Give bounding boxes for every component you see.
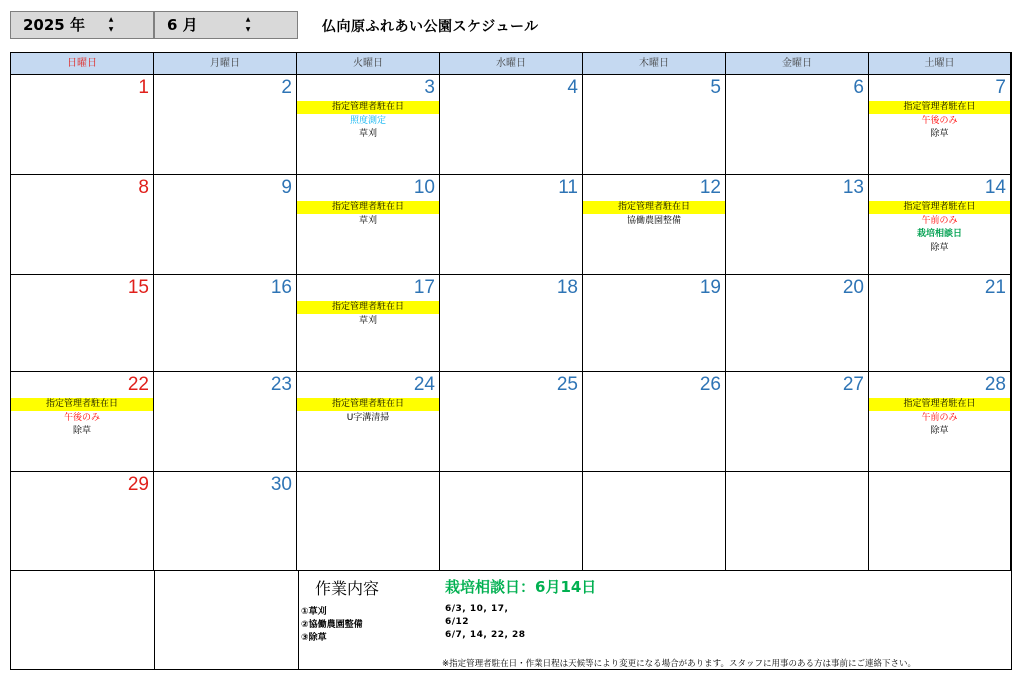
day-number: 14 [984, 177, 1006, 198]
month-spinner-icon[interactable] [243, 15, 253, 35]
year-down-icon[interactable]: ▼ [108, 26, 114, 33]
staff-on-site-badge: 指定管理者駐在日 [297, 101, 439, 114]
calendar-day-cell[interactable] [297, 174, 440, 274]
event-label: 午後のみ [63, 412, 100, 423]
calendar-day-cell[interactable] [583, 471, 726, 570]
staff-on-site-badge: 指定管理者駐在日 [297, 201, 439, 214]
calendar-day-cell[interactable] [440, 471, 583, 570]
day-number: 21 [984, 277, 1006, 298]
calendar-day-cell[interactable] [154, 371, 297, 471]
event-label: 協働農園整備 [626, 215, 681, 226]
year-value: 2025 年 [23, 16, 85, 34]
calendar-day-cell[interactable] [583, 274, 726, 371]
work-content-block [298, 571, 1011, 670]
day-number: 17 [413, 277, 435, 298]
weekday-header-4: 木曜日 [583, 53, 726, 74]
event-label: 栽培相談日 [916, 229, 962, 239]
day-number: 3 [424, 77, 435, 98]
calendar-day-cell[interactable] [154, 74, 297, 174]
calendar-day-cell[interactable] [869, 174, 1011, 274]
calendar-day-cell[interactable] [440, 274, 583, 371]
month-value: 6 月 [167, 16, 198, 34]
calendar-day-cell[interactable] [726, 371, 869, 471]
day-number: 10 [413, 177, 435, 198]
day-number: 13 [842, 177, 864, 198]
day-number: 16 [270, 277, 292, 298]
task-dates: 6/7, 14, 22, 28 [445, 630, 526, 640]
event-label: 草刈 [358, 215, 377, 226]
notes-divider [154, 571, 155, 670]
day-number: 8 [138, 177, 149, 198]
calendar-day-cell[interactable] [726, 471, 869, 570]
calendar-day-cell[interactable] [869, 74, 1011, 174]
event-label: 午前のみ [921, 215, 958, 226]
event-label: 照度測定 [349, 115, 386, 126]
staff-on-site-badge: 指定管理者駐在日 [297, 398, 439, 411]
day-number: 4 [567, 77, 578, 98]
staff-on-site-badge: 指定管理者駐在日 [869, 201, 1010, 214]
calendar-day-cell[interactable] [154, 274, 297, 371]
day-number: 26 [699, 374, 721, 395]
day-number: 27 [842, 374, 864, 395]
staff-on-site-badge: 指定管理者駐在日 [869, 398, 1010, 411]
day-number: 18 [556, 277, 578, 298]
calendar-day-cell[interactable] [726, 274, 869, 371]
event-label: 除草 [72, 426, 91, 436]
notes-section [11, 570, 1011, 670]
year-spinner-icon[interactable] [106, 15, 116, 35]
event-label: 除草 [930, 129, 949, 139]
day-number: 19 [699, 277, 721, 298]
day-number: 22 [127, 374, 149, 395]
month-down-icon[interactable]: ▼ [245, 26, 251, 33]
task-name: ①草刈 [301, 607, 327, 617]
weekday-header-0: 日曜日 [11, 53, 154, 74]
calendar-day-cell[interactable] [154, 174, 297, 274]
day-number: 11 [558, 177, 578, 198]
staff-on-site-badge: 指定管理者駐在日 [869, 101, 1010, 114]
calendar-day-cell[interactable] [869, 274, 1011, 371]
staff-on-site-badge: 指定管理者駐在日 [297, 301, 439, 314]
calendar-day-cell[interactable] [11, 371, 154, 471]
day-number: 2 [281, 77, 292, 98]
year-select[interactable] [10, 11, 154, 39]
calendar-day-cell[interactable] [154, 471, 297, 570]
event-label: 除草 [930, 242, 949, 253]
calendar-day-cell[interactable] [11, 174, 154, 274]
day-number: 28 [984, 374, 1006, 395]
page-title: 仏向原ふれあい公園スケジュール [322, 19, 539, 35]
calendar-day-cell[interactable] [583, 74, 726, 174]
calendar-day-cell[interactable] [869, 371, 1011, 471]
weekday-header-6: 土曜日 [869, 53, 1011, 74]
calendar-day-cell[interactable] [440, 174, 583, 274]
event-label: 除草 [930, 426, 949, 436]
weekday-header-2: 火曜日 [297, 53, 440, 74]
work-title: 作業内容 [315, 579, 380, 598]
task-name: ③除草 [301, 633, 327, 643]
toolbar [0, 0, 1024, 52]
day-number: 7 [995, 77, 1006, 98]
event-label: U字溝清掃 [346, 412, 390, 423]
calendar-day-cell[interactable] [297, 274, 440, 371]
event-label: 午後のみ [921, 115, 958, 126]
calendar-day-cell[interactable] [297, 371, 440, 471]
calendar-day-cell[interactable] [440, 371, 583, 471]
weekday-header-row [11, 53, 1011, 74]
calendar-day-cell[interactable] [440, 74, 583, 174]
calendar-day-cell[interactable] [297, 74, 440, 174]
event-label: 草刈 [358, 129, 377, 139]
day-number: 5 [710, 77, 721, 98]
consult-day: 栽培相談日：6月14日 [445, 578, 597, 596]
calendar-day-cell[interactable] [726, 174, 869, 274]
event-label: 草刈 [358, 315, 377, 326]
calendar-day-cell[interactable] [583, 371, 726, 471]
calendar-day-cell[interactable] [726, 74, 869, 174]
calendar-grid [10, 52, 1012, 670]
day-number: 29 [127, 474, 149, 495]
month-up-icon[interactable]: ▲ [245, 16, 251, 23]
task-dates: 6/3, 10, 17, [445, 604, 509, 614]
calendar-day-cell[interactable] [11, 74, 154, 174]
day-number: 25 [556, 374, 578, 395]
staff-on-site-badge: 指定管理者駐在日 [11, 398, 153, 411]
task-dates: 6/12 [445, 617, 470, 627]
day-number: 12 [699, 177, 721, 198]
day-number: 30 [270, 474, 292, 495]
task-name: ②協働農園整備 [301, 620, 363, 630]
day-number: 20 [842, 277, 864, 298]
day-number: 24 [413, 374, 435, 395]
staff-on-site-badge: 指定管理者駐在日 [583, 201, 725, 214]
month-select[interactable] [154, 11, 298, 39]
day-number: 1 [138, 77, 149, 98]
weekday-header-5: 金曜日 [726, 53, 869, 74]
year-up-icon[interactable]: ▲ [108, 16, 114, 23]
calendar-day-cell[interactable] [869, 471, 1011, 570]
footnote: ※指定管理者駐在日・作業日程は天候等により変更になる場合があります。スタッフに用事のある方は事前にご連絡下さい。 [442, 659, 916, 669]
day-number: 9 [281, 177, 292, 198]
calendar-day-cell[interactable] [583, 174, 726, 274]
day-number: 6 [853, 77, 864, 98]
day-number: 23 [270, 374, 292, 395]
calendar-day-cell[interactable] [297, 471, 440, 570]
weekday-header-3: 水曜日 [440, 53, 583, 74]
calendar-day-cell[interactable] [11, 274, 154, 371]
calendar-day-cell[interactable] [11, 471, 154, 570]
weekday-header-1: 月曜日 [154, 53, 297, 74]
day-number: 15 [127, 277, 149, 298]
event-label: 午前のみ [921, 412, 958, 423]
